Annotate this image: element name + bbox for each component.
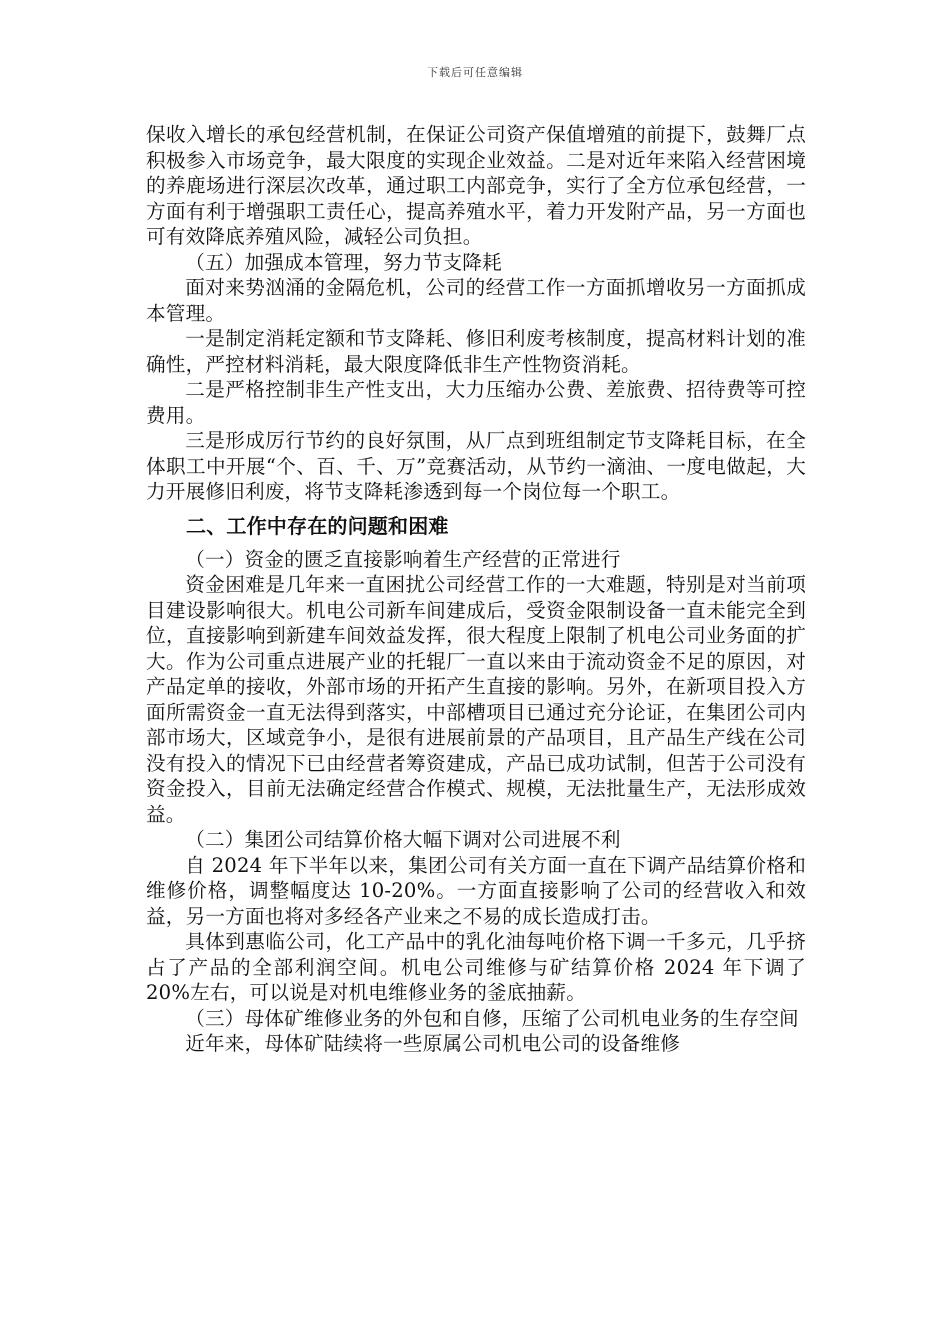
- section-heading: 二、工作中存在的问题和困难: [186, 513, 449, 538]
- paragraph: 近年来，母体矿陆续将一些原属公司机电公司的设备维修: [185, 1032, 681, 1055]
- paragraph: 资金困难是几年来一直困扰公司经营工作的一大难题，特别是对当前项目建设影响很大。机电公司新车间建成后，受资金限制设备一直未能完全到位，直接影响到新建车间效益发挥，很大程度上限制了机电公司业务面的扩大。作为公司重点进展产业的托辊厂一直以来由于流动资金不足的原因，对产品定单的接收，外部市场的开拓产生直接的影响。另外，在新项目投入方面所需资金一直无法得到落实，中部槽项目已通过充分论证，在集团公司内部市场大，区域竞争小，是很有进展前景的产品项目，且产品生产线在公司没有投入的情况下已由经营者筹资建成，产品已成功试制，但苦于公司没有资金投入，目前无法确定经营合作模式、规模，无法批量生产，无法形成效益。: [146, 573, 806, 826]
- paragraph: 三是形成厉行节约的良好氛围，从厂点到班组制定节支降耗目标，在全体职工中开展“个、百、千、万”竞赛活动，从节约一滴油、一度电做起，大力开展修旧利废，将节支降耗渗透到每一个岗位每一个职工。: [146, 429, 806, 503]
- paragraph: 自 2024 年下半年以来，集团公司有关方面一直在下调产品结算价格和维修价格，调整幅度达 10-20%。一方面直接影响了公司的经营收入和效益，另一方面也将对多经各产业来之不易的成长造成打击。: [146, 853, 806, 928]
- section-subheading: （一）资金的匮乏直接影响着生产经营的正常进行: [185, 547, 621, 571]
- paragraph: 面对来势汹涌的金隔危机，公司的经营工作一方面抓增收另一方面抓成本管理。: [146, 276, 806, 325]
- section-subheading: （五）加强成本管理，努力节支降耗: [185, 250, 502, 274]
- paragraph: 具体到惠临公司，化工产品中的乳化油每吨价格下调一千多元，几乎挤占了产品的全部利润空间。机电公司维修与矿结算价格 2024 年下调了 20%左右，可以说是对机电维修业务的釜底抽薪。: [146, 930, 806, 1004]
- page-header: 下载后可任意编辑: [427, 66, 523, 79]
- paragraph: 二是严格控制非生产性支出，大力压缩办公费、差旅费、招待费等可控费用。: [146, 378, 806, 427]
- paragraph: 一是制定消耗定额和节支降耗、修旧利废考核制度，提高材料计划的准确性，严控材料消耗，最大限度降低非生产性物资消耗。: [146, 327, 806, 376]
- paragraph: 保收入增长的承包经营机制，在保证公司资产保值增殖的前提下，鼓舞厂点积极参入市场竞争，最大限度的实现企业效益。二是对近年来陷入经营困境的养鹿场进行深层次改革，通过职工内部竞争，实行了全方位承包经营，一方面有利于增强职工责任心，提高养殖水平，着力开发附产品，另一方面也可有效降底养殖风险，减轻公司负担。: [146, 123, 806, 248]
- document-body: [146, 122, 806, 1057]
- section-subheading: （二）集团公司结算价格大幅下调对公司进展不利: [185, 828, 621, 851]
- section-subheading: （三）母体矿维修业务的外包和自修，压缩了公司机电业务的生存空间: [185, 1006, 799, 1030]
